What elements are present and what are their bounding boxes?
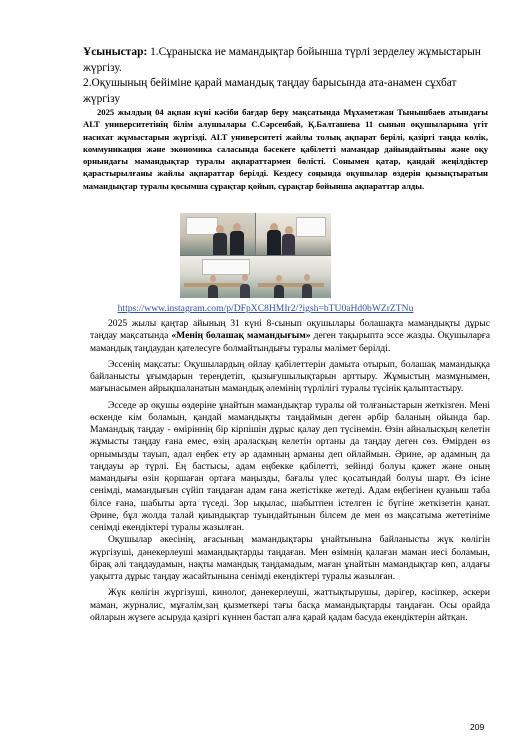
recommendation-2: 2.Оқушының бейіміне қарай мамандық таңдау барысында ата-анамен сұхбат жүргізу: [83, 77, 457, 105]
recommendation-1: [83, 45, 488, 76]
photo-collage: [180, 213, 331, 298]
instagram-link[interactable]: https://www.instagram.com/p/DFpXC8HMIr2/?igsh=bTU0aHd0bWZrZTNu: [117, 303, 414, 314]
person-head-shape: [304, 274, 310, 281]
person-head-shape: [242, 274, 248, 281]
whiteboard-shape: [202, 259, 250, 275]
person-shape: [302, 284, 312, 298]
person-head-shape: [276, 275, 282, 282]
essay-paragraph-5: Жүк көлігін жүргізуші, кинолог, дәнекерлеуші, жаттықтырушы, дәрігер, кәсіпкер, әскери маман, журналис, мұғалім,заң қызметкері тағы басқа мамандықтарды таңдаған. Осы орайда ойларын жүзеге асыруда қазіргі күннен бастап алға қарай қадам басуда екендіктерін айтқан.: [90, 587, 490, 623]
person-shape: [267, 230, 281, 255]
essay-paragraph-1-text: 2025 жылы қаңтар айының 31 күні 8-сынып оқушылары болашақта мамандықты дұрыс таңдау мақсатында: [90, 318, 490, 342]
essay-section: [90, 318, 490, 624]
person-shape: [274, 285, 284, 298]
person-head-shape: [210, 275, 216, 282]
whiteboard-shape: [186, 217, 218, 235]
person-shape: [230, 231, 244, 255]
person-shape: [213, 233, 227, 255]
recommendation-1-text: 1.Сұраныска ие мамандықтар бойынша түрлі зерделеу жұмыстарын жүргізу.: [83, 46, 481, 74]
whiteboard-shape: [296, 217, 326, 237]
photo-classroom: [180, 256, 331, 298]
essay-paragraph-1: [90, 318, 490, 355]
essay-topic: «Менің болашақ мамандығым»: [171, 330, 311, 342]
recommendations-heading: Ұсыныстар:: [83, 46, 148, 58]
person-shape: [240, 284, 250, 298]
essay-paragraph-3: Эсседе әр оқушы өздеріне ұнайтын мамандықтар туралы ой толғаныстарын жеткізген. Мені өскенде кім боламын, қандай мамандықты таңдаймын деген әрбір баланың ойында бар. Мамандық таңдау - өміріннің бір кірпішін дұрыс қалау деп түсінемін. Өзін айналысқың келетін жұмысты таңдау ғана емес, өзің араласқың келетін ортаны да таңдау деген сөз. Өмірден өз орнымызды тауып, адал еңбек ету әр адамның арманы деп ойлаймын. Әрине, әр адамның да таңдауы әр түрлі. Ең бастысы, адам еңбекке қабілетті, зейінді болуы қажет және оның мамандығы өзін қоршаған ортаға маңызды, бағалы үлес қосатындай болуы шарт. Өз ісіне сенімді, мамандығын сүйіп таңдаған адам ғана жетістікке жетеді. Адам еңбегінен қуаныш таба білсе ғана, шабыты арта түседі. Зор ықылас, шабытпен істелген іс бүгіне жеткізетін қанат. Әрине, бұл жолда талай қиындықтар туындайтынын білсем де мен өз мақсатыма жететініме сенімді екендіктері туралы жазылған.: [90, 399, 490, 533]
recommendations-section: [83, 45, 488, 107]
page-number: 209: [470, 722, 485, 732]
essay-paragraph-1-end: деген тақырыпта эссе жазды. Оқушыларға мамандық таңдаудан қателесуге болмайтындығы туралы мәлімет берілді.: [90, 330, 490, 354]
essay-paragraph-4: Оқушылар әкесінің, ағасының мамандықтары ұнайтынына байланысты жүк көлігін жүргізуші, дәнекерлеуші мамандықтарды таңдаған. Мен өзімнің қалаған маман иесі боламын, бірақ әлі таңдаудамын, нақты мамандық таңдамадым, маған ұнайтын мамандықтар көп, алдағы уақытта дұрыс таңдау жасайтынына сенімді екендіктері туралы жазылған.: [90, 534, 490, 582]
essay-paragraph-2: Эссенің мақсаты: Оқушылардың ойлау қабілеттерін дамыта отырып, болашақ мамандыққа байланысты ұғымдарын тереңдетіп, қызығушылықтарын арттыру. Жұмыстың мазмұнымен, мағынасымен айрықшаланатын мамандық әлемінің түрлілігі туралы түсінік қалыптастыру.: [90, 358, 490, 395]
photo-presenters-right: [256, 213, 331, 255]
person-shape: [208, 285, 218, 298]
intro-paragraph: 2025 жылдың 04 ақпан күні кәсіби бағдар беру мақсатында Мұхаметжан Тынышбаев атындағы ALT университетінің білім алушылары С.Сәрсенбай, Қ.Балташева 11 сынып оқушыларына үгіт насихат жұмыстарын жүргізді. ALT университеті жайлы толық ақпарат берілі, қазіргі таңда көлік, коммуникация және экономика саласында бәсекеге қабілетті мамандар дайындайтыны және оқу орнындағы мамандықтар туралы ақпараттармен бөлісті. Сонымен қатар, қандай жеңілдіктер қарастырылғаны жайлы ақпараттар берілді. Кездесу соңында оқушылар өздерін қызықтыратын мамандықтар туралы қосымша сұрақтар қойып, сұрақтар бойынша ақпараттар алды.: [83, 107, 488, 191]
desk-shape: [258, 283, 324, 287]
intro-section: [83, 106, 488, 192]
person-shape: [282, 234, 295, 255]
photo-presenters-left: [180, 213, 255, 255]
